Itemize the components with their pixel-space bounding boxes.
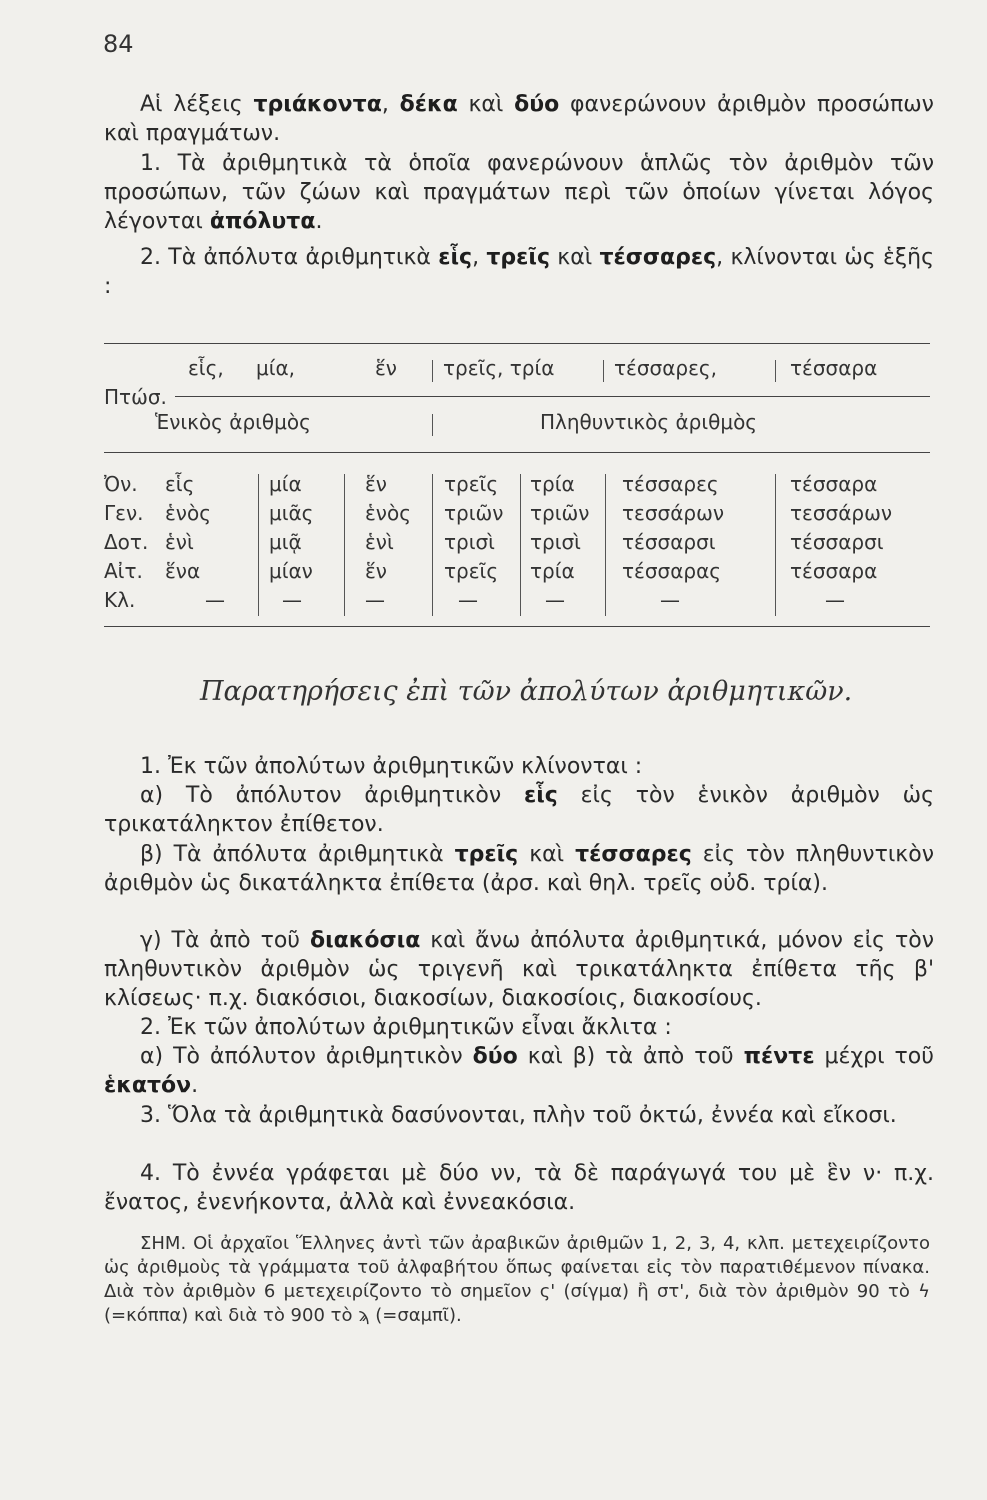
table-divider: [432, 414, 433, 436]
obs-text: μέχρι τοῦ: [814, 1044, 934, 1069]
table-cell: —: [458, 588, 478, 612]
table-cell: —: [282, 588, 302, 612]
table-cell: τρία: [530, 472, 575, 496]
table-cell: ἑνὸς: [165, 501, 211, 525]
obs-text: α) Τὸ ἀπόλυτον ἀριθμητικὸν: [140, 783, 524, 808]
bold-word: πέντε: [743, 1044, 815, 1069]
header-form: εἷς,: [188, 356, 224, 380]
case-label: Ὀν.: [104, 472, 138, 496]
table-cell: τέσσαρσι: [622, 530, 716, 554]
bold-word: ἑκατόν: [104, 1073, 192, 1098]
table-cell: τρεῖς: [444, 472, 499, 496]
case-label: Κλ.: [104, 588, 136, 612]
obs-text: καὶ: [518, 842, 576, 867]
rule-text: , κλίνονται ὡς ἑξῆς :: [104, 245, 934, 299]
singular-label: Ἑνικὸς ἀριθμὸς: [155, 410, 311, 434]
header-form: ἕν: [375, 356, 397, 380]
obs-text: καὶ β) τὰ ἀπὸ τοῦ: [517, 1044, 744, 1069]
obs-text: 1. Ἐκ τῶν ἀπολύτων ἀριθμητικῶν κλίνονται :: [140, 754, 643, 779]
obs-1-c: [104, 926, 934, 1013]
footnote-text: ΣΗΜ. Οἱ ἀρχαῖοι Ἕλληνες ἀντὶ τῶν ἀραβικῶν ἀριθμῶν 1, 2, 3, 4, κλπ. μετεχειρίζοντο ὡς ἀριθμοὺς τὰ γράμματα τοῦ ἀλφαβήτου ὅπως φαίνεται εἰς τὸν παρατιθέμενον πίνακα. Διὰ τὸν ἀριθμὸν 6 μετεχειρίζοντο τὸ σημεῖον ς' (σίγμα) ἢ στ', διὰ τὸν ἀριθμὸν 90 τὸ ϟ (=κόππα) καὶ διὰ τὸ 900 τὸ ϡ (=σαμπῖ).: [104, 1233, 930, 1326]
table-cell: —: [205, 588, 225, 612]
intro-text: καὶ: [457, 92, 515, 117]
bold-word: τέσσαρες: [575, 842, 692, 867]
table-cell: ἑνὸς: [365, 501, 411, 525]
bold-word: δέκα: [399, 92, 458, 117]
table-divider: [432, 360, 433, 382]
table-cell: ἑνὶ: [165, 530, 194, 554]
table-cell: τέσσαρες: [622, 472, 719, 496]
table-rule-header: [104, 452, 930, 453]
rule-2-paragraph: [104, 243, 934, 301]
case-label: Δοτ.: [104, 530, 149, 554]
bold-word: τρεῖς: [454, 842, 519, 867]
obs-text: 4. Τὸ ἐννέα γράφεται μὲ δύο νν, τὰ δὲ παράγωγά του μὲ ἓν ν· π.χ. ἔνατος, ἐνενήκοντα, ἀλλὰ καὶ ἐννεακόσια.: [104, 1161, 934, 1215]
section-heading: Παρατηρήσεις ἐπὶ τῶν ἀπολύτων ἀριθμητικῶν.: [200, 676, 853, 707]
obs-text: α) Τὸ ἀπόλυτον ἀριθμητικὸν: [140, 1044, 473, 1069]
obs-text: 3. Ὅλα τὰ ἀριθμητικὰ δασύνονται, πλὴν τοῦ ὀκτώ, ἐννέα καὶ εἴκοσι.: [140, 1103, 897, 1128]
rule-text: 1. Τὰ ἀριθμητικὰ τὰ ὁποῖα φανερώνουν ἁπλῶς τὸν ἀριθμὸν τῶν προσώπων, τῶν ζώων καὶ πραγμάτων περὶ τῶν ὁποίων γίνεται λόγος λέγονται: [104, 151, 934, 234]
table-rule-mid: [175, 396, 930, 397]
obs-text: β) Τὰ ἀπόλυτα ἀριθμητικὰ: [140, 842, 455, 867]
table-cell: τρία: [530, 559, 575, 583]
table-cell: τεσσάρων: [622, 501, 725, 525]
table-cell: τεσσάρων: [790, 501, 893, 525]
bold-word: τριάκοντα: [253, 92, 382, 117]
table-cell: μιᾶς: [269, 501, 314, 525]
table-cell: —: [825, 588, 845, 612]
obs-text: εἰς τὸν πληθυντικὸν ἀριθμὸν ὡς δικατάληκτα ἐπίθετα (ἀρσ. καὶ θηλ. τρεῖς οὐδ. τρία).: [104, 842, 934, 896]
bold-word: δύο: [514, 92, 560, 117]
obs-4: [104, 1159, 934, 1217]
table-cell: ἕν: [365, 559, 387, 583]
bold-word: τέσσαρες: [599, 245, 717, 270]
table-divider: [432, 474, 433, 616]
obs-2-body: [104, 1042, 934, 1100]
rule-text: καὶ: [550, 245, 600, 270]
header-form: μία,: [256, 356, 296, 380]
obs-text: καὶ ἄνω ἀπόλυτα ἀριθμητικά, μόνον εἰς τὸν πληθυντικὸν ἀριθμὸν ὡς τριγενῆ καὶ τρικατάληκτα ἐπίθετα τῆς β' κλίσεως· π.χ. διακόσιοι, διακοσίων, διακοσίοις, διακοσίους.: [104, 928, 934, 1011]
intro-paragraph: [104, 90, 934, 148]
table-cell: τρισὶ: [444, 530, 495, 554]
obs-1-intro: [104, 752, 934, 781]
table-cell: ἑνὶ: [365, 530, 394, 554]
table-cell: ἕνα: [165, 559, 201, 583]
table-divider: [605, 474, 606, 616]
obs-1-a: [104, 781, 934, 839]
bold-word: τρεῖς: [486, 245, 550, 270]
obs-text: εἰς τὸν ἑνικὸν ἀριθμὸν ὡς τρικατάληκτον ἐπίθετον.: [104, 783, 935, 837]
table-divider: [775, 360, 776, 382]
bold-word: εἷς: [438, 245, 473, 270]
case-label: Γεν.: [104, 501, 144, 525]
table-divider: [258, 474, 259, 616]
table-rule-bottom: [104, 626, 930, 627]
bold-word: δύο: [472, 1044, 518, 1069]
bold-word: ἀπόλυτα: [209, 209, 316, 234]
rule-text: 2. Τὰ ἀπόλυτα ἀριθμητικὰ: [140, 245, 439, 270]
table-rule-top: [104, 343, 930, 344]
header-form: τέσσαρα: [790, 356, 878, 380]
obs-2-intro: [104, 1013, 934, 1042]
header-form: τρεῖς, τρία: [443, 356, 555, 380]
obs-text: 2. Ἐκ τῶν ἀπολύτων ἀριθμητικῶν εἶναι ἄκλιτα :: [140, 1015, 672, 1040]
page-number: 84: [103, 30, 134, 58]
footnote: [104, 1232, 930, 1328]
table-cell: τέσσαρσι: [790, 530, 884, 554]
rule-text: .: [315, 209, 323, 234]
table-divider: [775, 474, 776, 616]
ptosis-label: Πτώσ.: [104, 385, 167, 409]
obs-text: γ) Τὰ ἀπὸ τοῦ: [140, 928, 310, 953]
table-cell: τρεῖς: [444, 559, 499, 583]
table-cell: μία: [269, 472, 302, 496]
header-form: τέσσαρες,: [614, 356, 717, 380]
obs-3: [104, 1101, 934, 1130]
plural-label: Πληθυντικὸς ἀριθμὸς: [540, 410, 758, 434]
bold-word: εἷς: [523, 783, 558, 808]
table-cell: τέσσαρας: [622, 559, 722, 583]
table-cell: τέσσαρα: [790, 559, 878, 583]
table-divider: [344, 474, 345, 616]
obs-1-b: [104, 840, 934, 898]
table-cell: τριῶν: [530, 501, 590, 525]
table-cell: μιᾷ: [269, 530, 302, 554]
table-cell: τέσσαρα: [790, 472, 878, 496]
table-cell: —: [660, 588, 680, 612]
case-label: Αἰτ.: [104, 559, 143, 583]
obs-text: .: [191, 1073, 199, 1098]
table-divider: [520, 474, 521, 616]
table-cell: μίαν: [269, 559, 313, 583]
table-cell: εἷς: [165, 472, 195, 496]
table-cell: ἕν: [365, 472, 387, 496]
table-divider: [603, 360, 604, 382]
table-cell: τρισὶ: [530, 530, 581, 554]
intro-text: φανερώνουν ἀριθμὸν προσώπων καὶ πραγμάτων.: [104, 92, 934, 146]
table-cell: —: [545, 588, 565, 612]
bold-word: διακόσια: [309, 928, 421, 953]
table-cell: τριῶν: [444, 501, 504, 525]
intro-text: Αἱ λέξεις: [140, 92, 254, 117]
rule-1-paragraph: [104, 149, 934, 236]
rule-text: ,: [472, 245, 487, 270]
intro-text: ,: [381, 92, 400, 117]
table-cell: —: [365, 588, 385, 612]
